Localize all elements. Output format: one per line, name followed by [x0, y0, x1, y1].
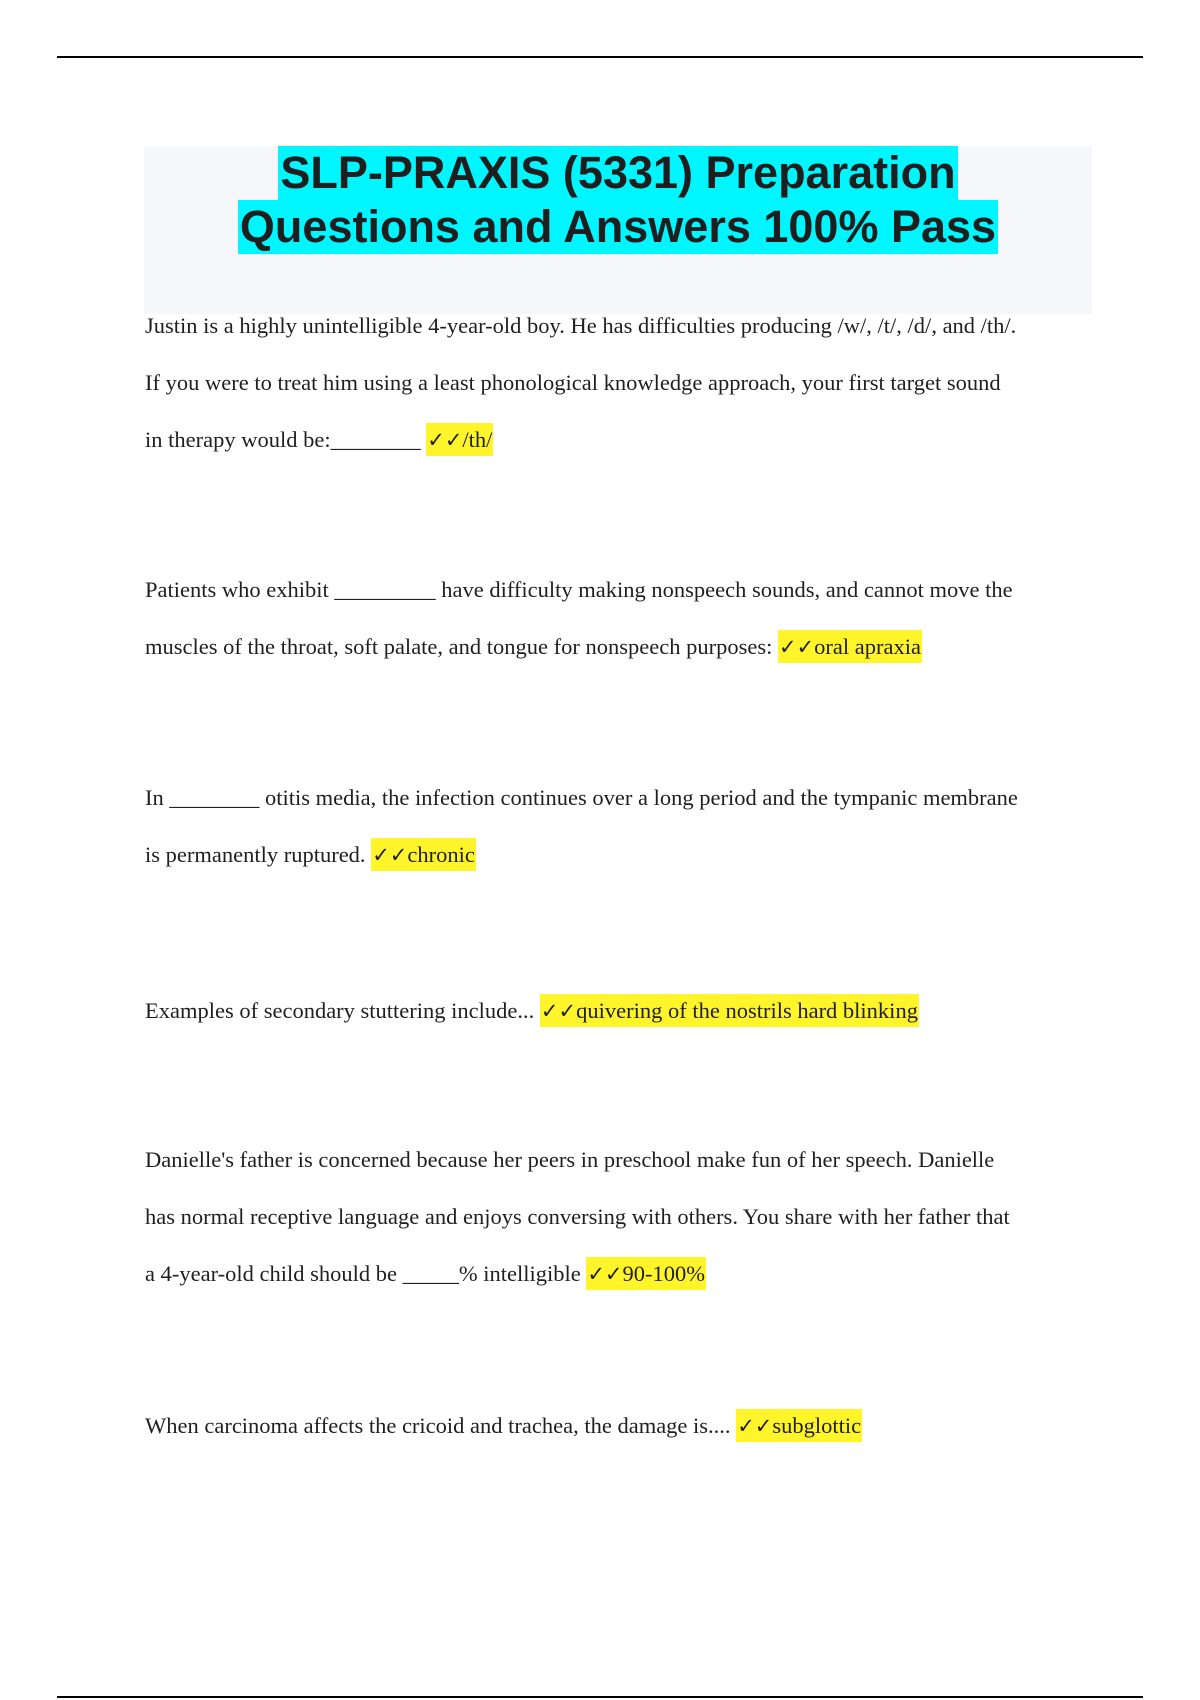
double-check-icon: ✓✓ — [540, 999, 577, 1023]
answer-6-text: subglottic — [772, 1413, 862, 1438]
question-2-line-1: Patients who exhibit _________ have difficulty making nonspeech sounds, and cannot move the — [145, 577, 1013, 602]
answer-4 — [540, 994, 919, 1027]
question-block-5 — [145, 1131, 1095, 1302]
double-check-icon: ✓✓ — [427, 428, 463, 452]
double-check-icon: ✓✓ — [778, 635, 815, 659]
answer-1-text: /th/ — [462, 427, 493, 452]
question-2-line-2: muscles of the throat, soft palate, and tongue for nonspeech purposes: — [145, 634, 778, 659]
title-panel — [144, 146, 1092, 314]
answer-6 — [736, 1409, 862, 1442]
answer-5 — [586, 1257, 706, 1290]
answer-5-text: 90-100% — [622, 1261, 706, 1286]
answer-3 — [371, 838, 476, 871]
question-block-4 — [145, 982, 1095, 1039]
answer-4-text: quivering of the nostrils hard blinking — [576, 998, 918, 1023]
double-check-icon: ✓✓ — [737, 1414, 773, 1438]
question-block-1 — [145, 297, 1095, 468]
question-1-line-3: in therapy would be:________ — [145, 427, 427, 452]
question-4-line-1: Examples of secondary stuttering include... — [145, 998, 540, 1023]
question-5-line-1: Danielle's father is concerned because her peers in preschool make fun of her speech. Danielle — [145, 1147, 995, 1172]
question-block-3 — [145, 769, 1095, 883]
answer-2-text: oral apraxia — [814, 634, 921, 659]
double-check-icon: ✓✓ — [587, 1262, 623, 1286]
double-check-icon: ✓✓ — [372, 843, 408, 867]
answer-1 — [426, 423, 493, 456]
answer-3-text: chronic — [407, 842, 475, 867]
footer-rule — [57, 1696, 1143, 1698]
document-title-line-2: Questions and Answers 100% Pass — [239, 201, 997, 252]
header-rule — [57, 56, 1143, 58]
question-block-2 — [145, 561, 1095, 675]
question-5-line-3: a 4-year-old child should be _____% intelligible — [145, 1261, 587, 1286]
question-5-line-2: has normal receptive language and enjoys conversing with others. You share with her father that — [145, 1204, 1010, 1229]
document-title-line-1: SLP-PRAXIS (5331) Preparation — [280, 147, 956, 198]
answer-2 — [778, 630, 922, 663]
question-6-line-1: When carcinoma affects the cricoid and trachea, the damage is.... — [145, 1413, 737, 1438]
question-1-line-1: Justin is a highly unintelligible 4-year-old boy. He has difficulties producing /w/, /t/, /d/, and /th/. — [145, 313, 1017, 338]
question-block-6 — [145, 1397, 1095, 1454]
question-1-line-2: If you were to treat him using a least phonological knowledge approach, your first target sound — [145, 370, 1001, 395]
question-3-line-2: is permanently ruptured. — [145, 842, 372, 867]
question-3-line-1: In ________ otitis media, the infection continues over a long period and the tympanic membrane — [145, 785, 1018, 810]
